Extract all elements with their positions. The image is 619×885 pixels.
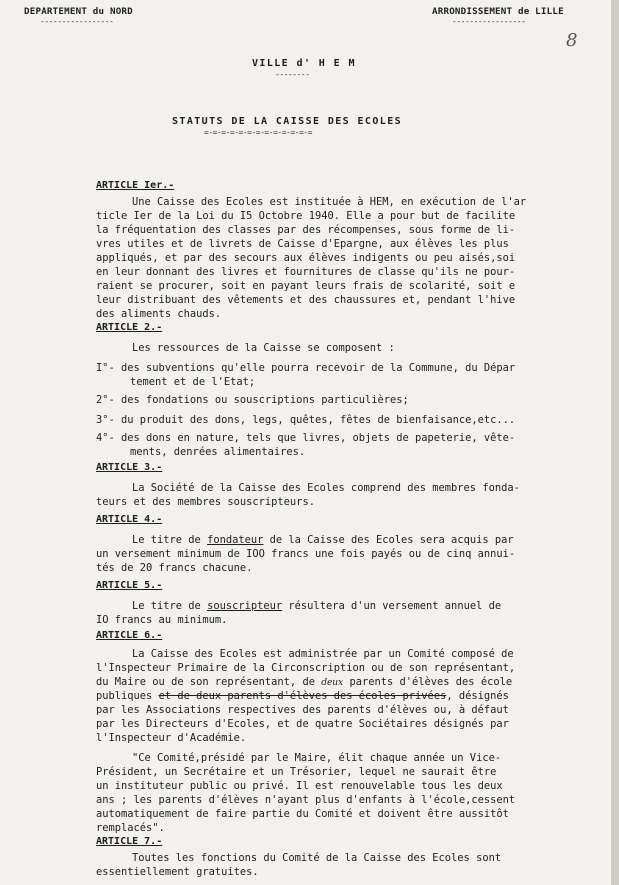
article-1-line: des aliments chauds.: [96, 308, 222, 320]
article-6-line: remplacés".: [96, 822, 165, 834]
header-department-underline: -----------------: [40, 17, 114, 26]
article-6-line: [96, 690, 509, 702]
article-6-text: publiques: [96, 690, 159, 702]
article-5-line: [132, 600, 501, 612]
article-1-line: en leur donnant des livres et fournitures de classe qu'ils ne pour-: [96, 266, 516, 278]
article-6-line: par les Associations respectives des parents d'élèves ou, à défaut: [96, 704, 509, 716]
article-5-heading: ARTICLE 5.-: [96, 580, 163, 591]
article-6-handwritten-correction: deux: [321, 678, 344, 688]
article-2-line: tement et de l'Etat;: [130, 376, 256, 388]
article-6-struck-text: et de deux parents d'élèves des écoles privées: [158, 690, 447, 702]
article-6-line: ans ; les parents d'élèves n'ayant plus d'enfants à l'école,cessent: [96, 794, 516, 806]
article-3-heading: ARTICLE 3.-: [96, 462, 163, 473]
article-6-line: l'Inspecteur d'Académie.: [96, 732, 247, 744]
article-6-line: automatiquement de faire partie du Comité et doivent être aussitôt: [96, 808, 509, 820]
article-5-term-souscripteur: souscripteur: [207, 600, 283, 612]
article-4-line: un versement minimum de IOO francs une fois payés ou de cinq annui-: [96, 548, 516, 560]
article-5-line: IO francs au minimum.: [96, 614, 228, 626]
title-ville: VILLE d' H E M: [252, 58, 356, 69]
title-statuts: STATUTS DE LA CAISSE DES ECOLES: [172, 116, 403, 127]
article-6-text: du Maire ou de son représentant, de: [96, 676, 322, 688]
article-6-text: , désignés: [446, 690, 509, 702]
article-1-line: appliqués, et par des secours aux élèves indigents ou peu aisés,soi: [96, 252, 516, 264]
article-3-line: La Société de la Caisse des Ecoles comprend des membres fonda-: [132, 482, 520, 494]
article-4-term-fondateur: fondateur: [207, 534, 264, 546]
article-2-heading: ARTICLE 2.-: [96, 322, 163, 333]
title-ville-underline: --------: [275, 70, 310, 79]
header-arrondissement: ARRONDISSEMENT de LILLE: [432, 6, 564, 17]
article-4-text: Le titre de: [132, 534, 208, 546]
article-1-heading: ARTICLE Ier.-: [96, 180, 175, 191]
article-2-line: ments, denrées alimentaires.: [130, 446, 306, 458]
article-7-line: essentiellement gratuites.: [96, 866, 259, 878]
article-7-heading: ARTICLE 7.-: [96, 836, 163, 847]
article-1-line: Une Caisse des Ecoles est instituée à HEM, en exécution de l'ar: [132, 196, 527, 208]
header-arrondissement-underline: -----------------: [452, 17, 526, 26]
title-statuts-underline: =-=-=-=-=-=-=-=-=-=-=-=-=: [204, 128, 312, 137]
article-6-heading: ARTICLE 6.-: [96, 630, 163, 641]
article-4-heading: ARTICLE 4.-: [96, 514, 163, 525]
article-6-line: Président, un Secrétaire et un Trésorier, lequel ne saurait être: [96, 766, 497, 778]
article-2-line: 2°- des fondations ou souscriptions particulières;: [96, 394, 409, 406]
article-4-text: de la Caisse des Ecoles sera acquis par: [263, 534, 514, 546]
article-5-text: Le titre de: [132, 600, 208, 612]
article-6-line: [96, 676, 512, 688]
scan-edge-shadow: [611, 0, 619, 885]
article-7-line: Toutes les fonctions du Comité de la Caisse des Ecoles sont: [132, 852, 502, 864]
article-1-line: raient se procurer, soit en payant leurs frais de scolarité, soit e: [96, 280, 516, 292]
article-6-text: parents d'élèves des école: [343, 676, 513, 688]
article-3-line: teurs et des membres souscripteurs.: [96, 496, 315, 508]
article-6-line: "Ce Comité,présidé par le Maire, élit chaque année un Vice-: [132, 752, 502, 764]
article-1-line: vres utiles et de livrets de Caisse d'Epargne, aux élèves les plus: [96, 238, 509, 250]
article-6-line: par les Directeurs d'Ecoles, et de quatre Sociétaires désignés par: [96, 718, 509, 730]
article-5-text: résultera d'un versement annuel de: [282, 600, 502, 612]
handwritten-page-number: 8: [566, 30, 578, 51]
article-2-line: 3°- du produit des dons, legs, quêtes, fêtes de bienfaisance,etc...: [96, 414, 516, 426]
header-department: DEPARTEMENT du NORD: [24, 6, 133, 17]
article-2-line: I°- des subventions qu'elle pourra recevoir de la Commune, du Dépar: [96, 362, 516, 374]
article-4-line: [132, 534, 514, 546]
article-1-line: ticle Ier de la Loi du I5 Octobre 1940. Elle a pour but de facilite: [96, 210, 516, 222]
article-6-line: l'Inspecteur Primaire de la Circonscription ou de son représentant,: [96, 662, 516, 674]
article-4-line: tés de 20 francs chacune.: [96, 562, 253, 574]
article-2-line: 4°- des dons en nature, tels que livres, objets de papeterie, vête-: [96, 432, 516, 444]
article-1-line: leur distribuant des vêtements et des chaussures et, pendant l'hive: [96, 294, 516, 306]
article-6-line: La Caisse des Ecoles est administrée par un Comité composé de: [132, 648, 514, 660]
article-6-line: un instituteur public ou privé. Il est renouvelable tous les deux: [96, 780, 503, 792]
article-1-line: la fréquentation des classes par des récompenses, sous forme de li-: [96, 224, 516, 236]
article-2-line: Les ressources de la Caisse se composent :: [132, 342, 395, 354]
